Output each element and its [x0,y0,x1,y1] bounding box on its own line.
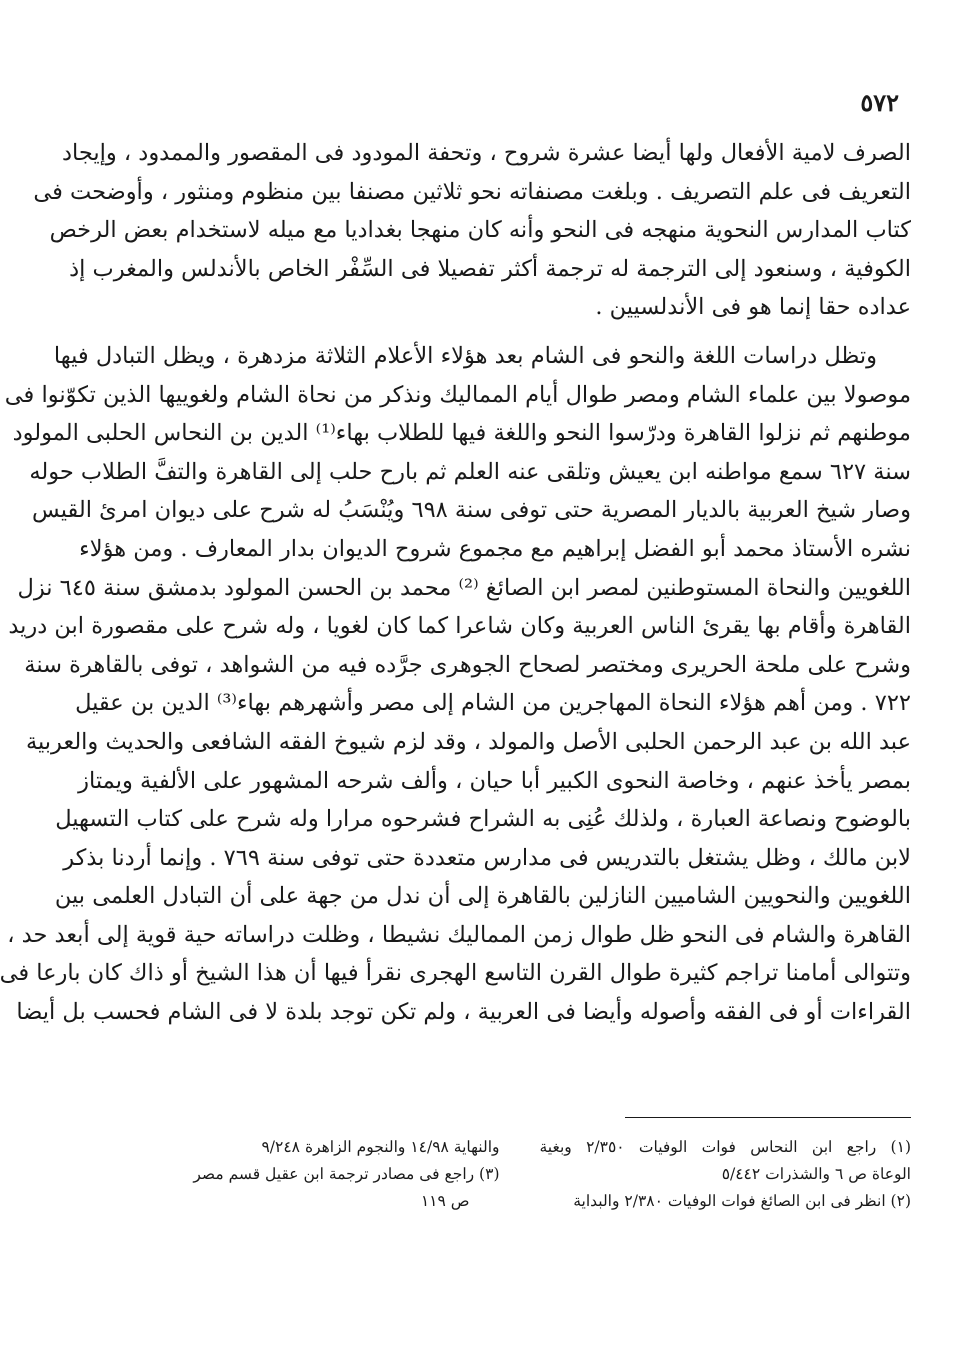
text-line: بالوضوح ونصاعة العبارة ، ولذلك عُنِى به الشراح فشرحوه مرارا وله شرح على كتاب التسهيل [55,806,911,833]
text-line: وتتوالى أمامنا تراجم كثيرة طوال القرن التاسع الهجرى نقرأ فيها أن هذا الشيخ أو ذاك كان بارعا فى [0,960,911,987]
text-line: عداده حقا إنما هو فى الأندلسيين . [595,294,911,321]
footnote-line: (٢) انظر فى ابن الصائغ فوات الوفيات ٢/٣٨٠ والبداية [573,1192,911,1210]
text-line: القاهرة وأقام بها يقرئ الناس العربية وكان شاعرا كما كان لغويا ، وله شرح على مقصورة ابن دريد [8,613,911,640]
page-number: ٥٧٢ [860,88,899,117]
paragraph-gap [128,327,911,337]
footnote-line: والنهاية ١٤/٩٨ والنجوم الزاهرة ٩/٢٤٨ [261,1138,500,1156]
text-line: نشره الأستاذ محمد أبو الفضل إبراهيم مع مجموع شروح الديوان بدار المعارف . ومن هؤلاء [79,535,911,562]
text-line: التعريف فى علم التصريف . وبلغت مصنفاته نحو ثلاثين مصنفا بين منظوم ومنثور ، وأوضحت فى [33,178,911,205]
footnote-line: الوعاة ص ٦ والشذرات ٥/٤٤٢ [721,1165,911,1183]
footnotes-left-column [128,1134,500,1215]
text-line: لابن مالك ، وظل يشتغل بالتدريس فى مدارس متعددة حتى توفى سنة ٧٦٩ . وإنما أردنا بذكر [63,844,911,871]
text-line: القاهرة والشام فى النحو ظل طوال زمن المماليك نشيطا ، وظلت دراساته حية قوية إلى أبعد حد ، [7,921,911,948]
footnotes-right-column [540,1134,912,1215]
footnote-separator [625,1117,911,1118]
text-line: الصرف لامية الأفعال ولها أيضا عشرة شروح ، وتحفة المودود فى المقصور والممدود ، وإيجاد [61,140,911,166]
text-line: وتظل دراسات اللغة والنحو فى الشام بعد هؤلاء الأعلام الثلاثة مزدهرة ، ويظل التبادل فيها [53,342,877,369]
body-text [0,134,911,1032]
text-line: اللغويين والنحاة المستوطنين لمصر ابن الصائغ ⁽²⁾ محمد بن الحسن المولود بدمشق سنة ٦٤٥ نزل [17,574,911,601]
text-line: سنة ٦٢٧ سمع مواطنه ابن يعيش وتلقى عنه العلم ثم بارح حلب إلى القاهرة والتفَّ الطلاب حوله [29,458,911,485]
text-line: الكوفية ، وسنعود إلى الترجمة له ترجمة أكثر تفصيلا فى السِّفْر الخاص بالأندلس والمغرب إذ [69,255,911,282]
text-line: وصار شيخ العربية بالديار المصرية حتى توفى سنة ٦٩٨ ويُنْسَبُ له شرح على ديوان امرئ القيس [32,497,911,524]
text-line: موصولا بين علماء الشام ومصر طوال أيام المماليك ونذكر من نحاة الشام ولغوييها الذين تكوّنوا فى [4,381,911,408]
text-line: ٧٢٢ . ومن أهم هؤلاء النحاة المهاجرين من الشام إلى مصر وأشهرهم بهاء⁽³⁾ الدين بن عقيل [75,690,911,717]
text-line: كتاب المدارس النحوية منهجه فى النحو وأنه كان منهجا بغداديا مع ميله لاستخدام بعض الرخص [49,217,911,244]
text-line: القراءات أو فى الفقه وأصوله وأيضا فى العربية ، ولم تكن توجد بلدة لا فى الشام فحسب بل أيضا [16,999,911,1026]
text-line: بمصر يأخذ عنهم ، وخاصة النحوى الكبير أبا حيان ، وألف شرحه المشهور على الألفية ويمتاز [78,767,911,794]
footnote-line: (١) راجع ابن النحاس فوات الوفيات ٢/٣٥٠ وبغية [539,1138,911,1156]
text-line: عبد الله بن عبد الرحمن الحلبى الأصل والمولد ، وقد لزم شيوخ الفقه الشافعى والحديث والعربية [25,728,911,755]
text-line: اللغويين والنحويين الشاميين النازلين بالقاهرة إلى أن ندل من جهة على أن التبادل العلمى بين [54,883,911,910]
text-line: موطنهم ثم نزلوا القاهرة ودرّسوا النحو واللغة فيها للطلاب بهاء⁽¹⁾ الدين بن النحاس الحلبى المولود [12,420,911,447]
text-line: وشرح على ملحة الحريرى ومختصر لصحاح الجوهرى جرَّده فيه من الشواهد ، توفى بالقاهرة سنة [24,651,911,678]
footnotes [128,1134,911,1215]
footnote-line: (٣) راجع فى مصادر ترجمة ابن عقيل قسم مصر [193,1165,500,1183]
footnote-line: ص ١١٩ [420,1192,470,1210]
